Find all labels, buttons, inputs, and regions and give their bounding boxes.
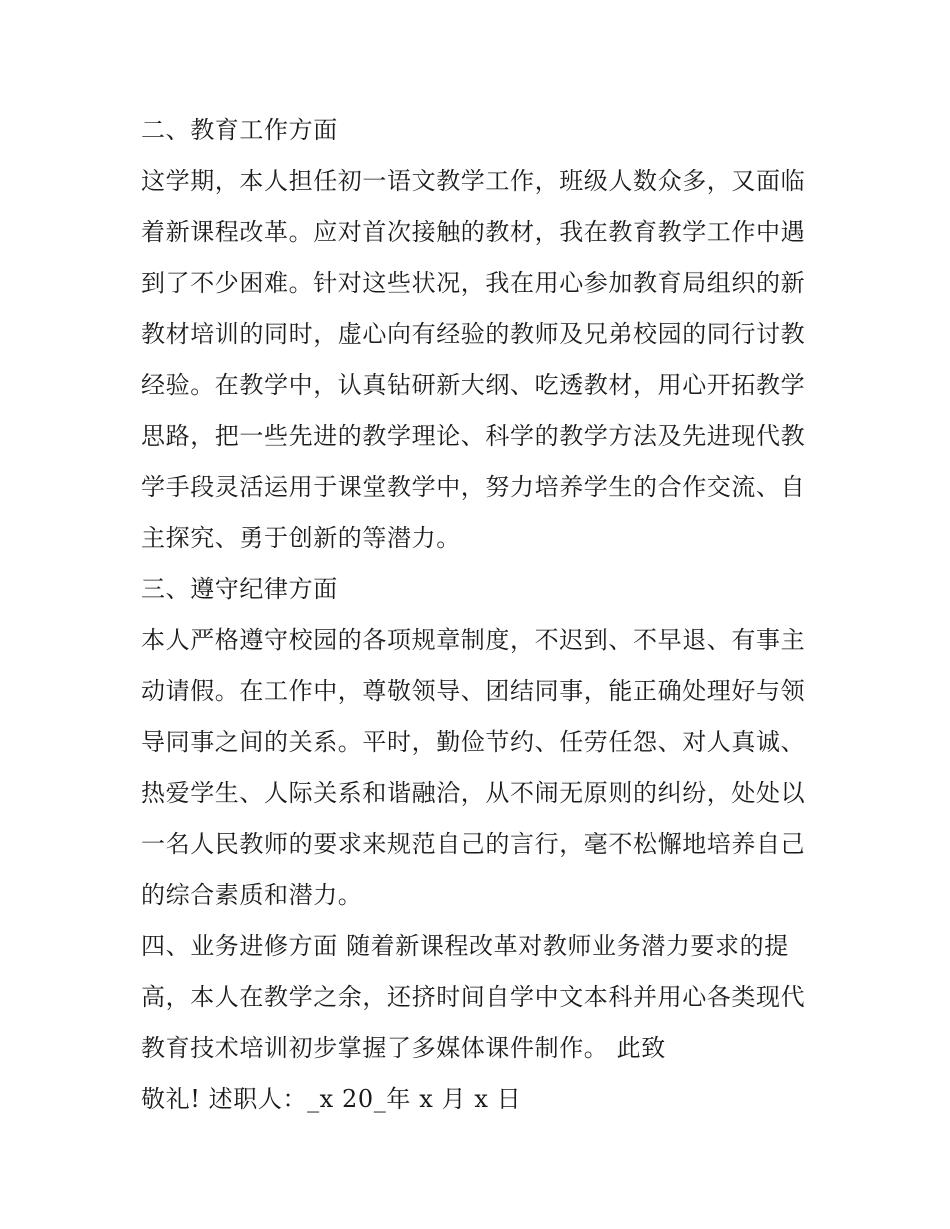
paragraph-line: 教育技术培训初步掌握了多媒体课件制作。 此致 xyxy=(141,1034,666,1062)
paragraph-line: 着新课程改革。应对首次接触的教材，我在教育教学工作中遇 xyxy=(141,218,806,246)
paragraph-line: 的综合素质和潜力。 xyxy=(141,881,363,909)
paragraph-line: 学手段灵活运用于课堂教学中，努力培养学生的合作交流、自 xyxy=(141,473,806,501)
section-heading-education: 二、教育工作方面 xyxy=(141,116,338,144)
paragraph-line: 经验。在教学中，认真钻研新大纲、吃透教材，用心开拓教学 xyxy=(141,371,806,399)
paragraph-line: 这学期，本人担任初一语文教学工作，班级人数众多，又面临 xyxy=(141,167,806,195)
paragraph-line: 教材培训的同时，虚心向有经验的教师及兄弟校园的同行讨教 xyxy=(141,320,806,348)
paragraph-line: 热爱学生、人际关系和谐融洽，从不闹无原则的纠纷，处处以 xyxy=(141,779,806,807)
paragraph-line: 高，本人在教学之余，还挤时间自学中文本科并用心各类现代 xyxy=(141,983,806,1011)
paragraph-line: 思路，把一些先进的教学理论、科学的教学方法及先进现代教 xyxy=(141,422,806,450)
paragraph-line: 动请假。在工作中，尊敬领导、团结同事，能正确处理好与领 xyxy=(141,677,806,705)
paragraph-line: 一名人民教师的要求来规范自己的言行，毫不松懈地培养自己 xyxy=(141,830,806,858)
document-body xyxy=(141,105,821,1125)
signature-line: 敬礼! 述职人：_x 20_年 x 月 x 日 xyxy=(141,1085,522,1113)
section-heading-professional-development: 四、业务进修方面 随着新课程改革对教师业务潜力要求的提 xyxy=(141,932,789,960)
paragraph-line: 到了不少困难。针对这些状况，我在用心参加教育局组织的新 xyxy=(141,269,806,297)
paragraph-line: 主探究、勇于创新的等潜力。 xyxy=(141,524,461,552)
paragraph-line: 本人严格遵守校园的各项规章制度，不迟到、不早退、有事主 xyxy=(141,626,806,654)
section-heading-discipline: 三、遵守纪律方面 xyxy=(141,575,338,603)
paragraph-line: 导同事之间的关系。平时，勤俭节约、任劳任怨、对人真诚、 xyxy=(141,728,806,756)
